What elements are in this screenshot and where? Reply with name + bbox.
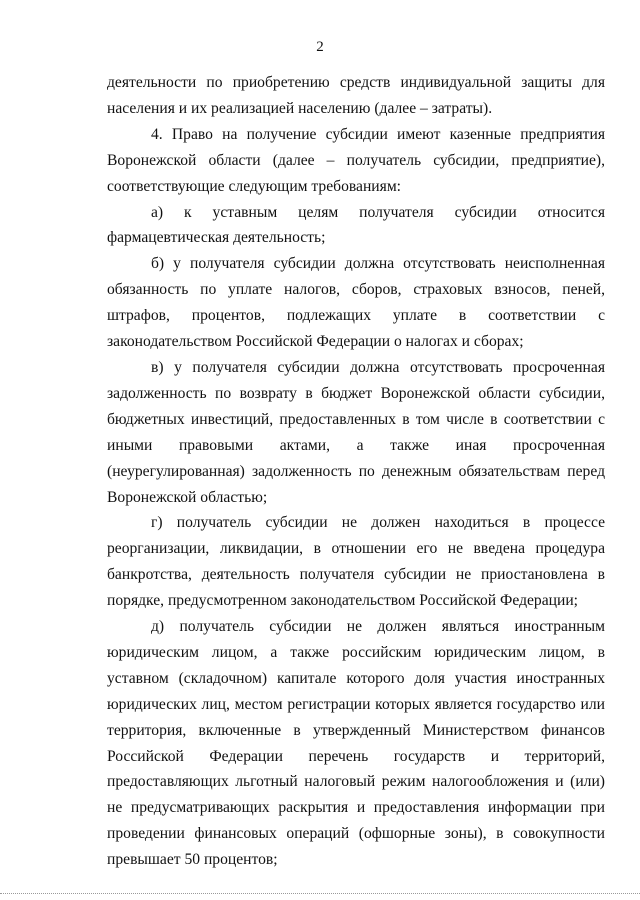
paragraph-requirement-b: б) у получателя субсидии должна отсутствовать неисполненная обязанность по уплате налогов, сборов, страховых взносов, пеней, штрафов, процентов, подлежащих уплате в соответствии с законодательством Российской Федерации о налогах и сборах; (107, 255, 605, 351)
paragraph-requirement-v: в) у получателя субсидии должна отсутствовать просроченная задолженность по возврату в бюджет Воронежской области субсидии, бюджетных инвестиций, предоставленных в том числе в соответствии с иными правовыми актами, а также иная просроченная (неурегулированная) задолженность по денежным обязательствам перед Воронежской областью; (107, 358, 605, 506)
paragraph-requirement-d: д) получатель субсидии не должен являться иностранным юридическим лицом, а также российским юридическим лицом, в уставном (складочном) капитале которого доля участия иностранных юридических лиц, местом регистрации которых является государство или территория, включенные в утвержденный Министерством финансов Российской Федерации перечень государств и территорий, предоставляющих льготный налоговый режим налогообложения и (или) не предусматривающих раскрытия и предоставления информации при проведении финансовых операций (офшорные зоны), в совокупности превышает 50 процентов; (107, 618, 605, 869)
paragraph-continuation: деятельности по приобретению средств индивидуальной защиты для населения и их реализацией населению (далее – затраты). (107, 74, 605, 117)
paragraph-requirement-g: г) получатель субсидии не должен находиться в процессе реорганизации, ликвидации, в отношении его не введена процедура банкротства, деятельность получателя субсидии не приостановлена в порядке, предусмотренном законодательством Российской Федерации; (107, 514, 605, 610)
paragraph-item-4: 4. Право на получение субсидии имеют казенные предприятия Воронежской области (далее – получатель субсидии, предприятие), соответствующие следующим требованиям: (107, 125, 605, 195)
document-body (107, 70, 605, 873)
scan-bottom-edge (0, 893, 640, 894)
page-number: 2 (316, 39, 324, 55)
paragraph-requirement-a: а) к уставным целям получателя субсидии относится фармацевтическая деятельность; (107, 203, 605, 247)
